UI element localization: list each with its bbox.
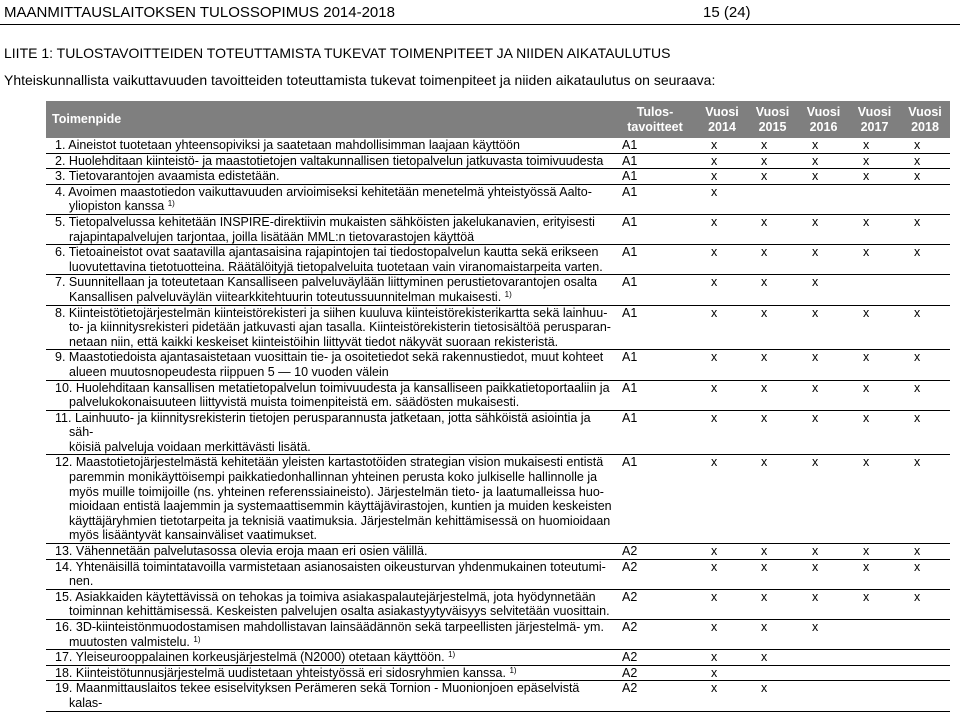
year-mark-2018	[900, 275, 950, 305]
year-mark-2018: x	[900, 169, 950, 185]
row-number: 7.	[55, 275, 66, 290]
row-number: 9.	[55, 350, 66, 365]
year-mark-2015: x	[747, 245, 798, 275]
row-number: 8.	[55, 305, 66, 320]
action-line: Suunnitellaan ja toteutetaan Kansalliseen palveluväylään liittyminen perustietovarantojen osalta	[68, 275, 598, 290]
year-mark-2015: x	[747, 350, 798, 380]
action-text	[55, 681, 613, 710]
year-mark-2015: x	[747, 153, 798, 169]
year-mark-2014: x	[697, 275, 747, 305]
action-text	[55, 185, 613, 214]
year-mark-2014: x	[697, 245, 747, 275]
year-mark-2018	[900, 665, 950, 681]
year-mark-2016: x	[798, 410, 849, 455]
action-line: to- ja kiinnitysrekisteri pidetään jatkuvasti ajan tasalla. Kiinteistörekisterin tietosisältöä perusparan-	[69, 320, 611, 335]
year-mark-2017: x	[849, 380, 900, 410]
footnote-mark: 1)	[167, 199, 175, 209]
year-mark-2015: x	[747, 214, 798, 244]
year-mark-2017: x	[849, 214, 900, 244]
table-row	[46, 681, 950, 711]
year-mark-2017: x	[849, 589, 900, 619]
table-row	[46, 350, 950, 380]
year-mark-2014: x	[697, 184, 747, 214]
action-cell	[46, 589, 613, 619]
action-cell	[46, 455, 613, 544]
year-mark-2018: x	[900, 138, 950, 153]
action-text	[55, 590, 613, 619]
year-mark-2016: x	[798, 589, 849, 619]
year-mark-2016: x	[798, 275, 849, 305]
action-line: palvelukokonaisuuteen liittyvistä muista toimenpiteistä em. säädösten mukaisesti.	[69, 395, 520, 410]
year-mark-2014: x	[697, 153, 747, 169]
header-target	[613, 101, 697, 138]
row-number: 16.	[55, 620, 73, 634]
year-mark-2016: x	[798, 169, 849, 185]
header-year-2017	[849, 101, 900, 138]
year-mark-2016: x	[798, 153, 849, 169]
header-year-value: 2014	[708, 119, 736, 134]
table-row	[46, 184, 950, 214]
action-cell	[46, 184, 613, 214]
year-mark-2016: x	[798, 350, 849, 380]
row-number: 17.	[55, 650, 73, 665]
target-cell: A1	[613, 410, 697, 455]
year-mark-2016: x	[798, 214, 849, 244]
year-mark-2014: x	[697, 589, 747, 619]
action-line: mioidaan entistä laajemmin ja systemaattisemmin käyttäjävirastojen, kuntien ja muiden keskeisten	[69, 499, 612, 514]
year-mark-2015	[747, 665, 798, 681]
appendix-title: LIITE 1: TULOSTAVOITTEIDEN TOTEUTTAMISTA TUKEVAT TOIMENPITEET JA NIIDEN AIKATAULUTUS	[4, 45, 671, 61]
action-cell	[46, 665, 613, 681]
footnote-mark: 1)	[504, 289, 512, 299]
action-line: Maanmittauslaitos tekee esiselvityksen Perämeren sekä Tornion - Muonionjoen epäselvistä kalas-	[69, 681, 580, 710]
header-year-2014	[697, 101, 747, 138]
year-mark-2016: x	[798, 544, 849, 560]
header-year-word: Vuosi	[908, 104, 942, 119]
year-mark-2018: x	[900, 455, 950, 544]
measures-table	[46, 101, 950, 712]
row-number: 18.	[55, 665, 73, 680]
row-number: 15.	[55, 589, 73, 604]
year-mark-2017: x	[849, 350, 900, 380]
action-cell	[46, 275, 613, 305]
action-text	[55, 620, 613, 649]
action-line: myös lisääntyvät kansainväliset vaatimukset.	[69, 528, 318, 543]
year-mark-2014: x	[697, 214, 747, 244]
row-number: 2.	[55, 153, 66, 168]
action-line: Tietopalvelussa kehitetään INSPIRE-direktiivin mukaisten sähköisten jakelukanavien, erityisesti	[68, 214, 595, 229]
row-number: 12.	[55, 455, 73, 470]
year-mark-2018: x	[900, 559, 950, 589]
year-mark-2018	[900, 681, 950, 711]
header-year-value: 2015	[758, 119, 787, 134]
action-text	[55, 138, 613, 153]
row-number: 11.	[55, 410, 72, 425]
action-cell	[46, 245, 613, 275]
header-year-value: 2018	[911, 119, 939, 134]
year-mark-2017	[849, 184, 900, 214]
year-mark-2014: x	[697, 410, 747, 455]
target-cell: A1	[613, 245, 697, 275]
header-year-value: 2017	[860, 119, 889, 134]
year-mark-2014: x	[697, 559, 747, 589]
action-text	[55, 215, 613, 244]
year-mark-2016	[798, 665, 849, 681]
year-mark-2014: x	[697, 169, 747, 185]
action-text	[55, 275, 613, 304]
action-line: netaan niin, että kaikki keskeiset kiinteistöihin liittyvät tiedot näkyvät suoraan rekisteristä.	[69, 334, 559, 349]
target-cell: A1	[613, 153, 697, 169]
action-text	[55, 245, 613, 274]
year-mark-2018: x	[900, 305, 950, 350]
row-number: 4.	[55, 184, 66, 199]
action-cell	[46, 650, 613, 666]
action-line: käyttäjäryhmien tietotarpeita ja teknisiä vaatimuksia. Järjestelmän kehittämisessä on huomioidaan	[69, 513, 611, 528]
table-row	[46, 620, 950, 650]
year-mark-2016: x	[798, 455, 849, 544]
action-cell	[46, 620, 613, 650]
action-text	[55, 455, 613, 543]
target-cell: A2	[613, 620, 697, 650]
action-line: Lainhuuto- ja kiinnitysrekisterin tietojen perusparannusta jatketaan, jotta sähköistä asiointia ja säh-	[69, 410, 591, 440]
target-cell: A1	[613, 305, 697, 350]
year-mark-2015: x	[747, 544, 798, 560]
action-line: luovutettavina tietotuotteina. Räätälöityjä tietopalveluita tuotetaan vain viranomaistarpeita varten.	[69, 259, 603, 274]
year-mark-2018: x	[900, 214, 950, 244]
year-mark-2017: x	[849, 138, 900, 153]
header-rule	[0, 24, 960, 25]
action-line: Maastotiedoista ajantasaistetaan vuosittain tie- ja osoitetiedot sekä rakennustiedot, muut kohteet	[68, 350, 604, 365]
year-mark-2014: x	[697, 138, 747, 153]
header-target-line2: tavoitteet	[627, 119, 683, 134]
action-text	[55, 666, 613, 681]
year-mark-2017: x	[849, 153, 900, 169]
action-line: Avoimen maastotiedon vaikuttavuuden arvioimiseksi kehitetään menetelmä yhteistyössä Aalto-	[68, 184, 592, 199]
year-mark-2018: x	[900, 544, 950, 560]
year-mark-2014: x	[697, 544, 747, 560]
table-row	[46, 410, 950, 455]
year-mark-2017: x	[849, 544, 900, 560]
year-mark-2016: x	[798, 620, 849, 650]
action-text	[55, 350, 613, 379]
action-cell	[46, 681, 613, 711]
row-number: 19.	[55, 681, 73, 696]
table-row	[46, 138, 950, 153]
table-row	[46, 305, 950, 350]
year-mark-2015: x	[747, 620, 798, 650]
action-cell	[46, 138, 613, 153]
year-mark-2018: x	[900, 380, 950, 410]
header-target-line1: Tulos-	[636, 104, 674, 119]
footnote-mark: 1)	[509, 665, 517, 675]
action-line: Tietoaineistot ovat saatavilla ajantasaisina rajapintojen tai tiedostopalvelun kautta sekä erikseen	[68, 245, 599, 260]
year-mark-2015: x	[747, 380, 798, 410]
row-number: 10.	[55, 380, 73, 395]
action-text	[55, 560, 613, 589]
target-cell: A1	[613, 184, 697, 214]
target-cell: A2	[613, 544, 697, 560]
header-year-word: Vuosi	[755, 104, 790, 119]
action-cell	[46, 559, 613, 589]
table-row	[46, 153, 950, 169]
table-row	[46, 650, 950, 666]
header-year-2018	[900, 101, 950, 138]
page-number: 15 (24)	[703, 4, 751, 21]
action-cell	[46, 305, 613, 350]
action-line: alueen muutosnopeudesta riippuen 5 — 10 vuoden välein	[69, 364, 389, 379]
action-line: yliopiston kanssa	[69, 199, 165, 214]
table-row	[46, 455, 950, 544]
footnote-mark: 1)	[193, 634, 201, 644]
action-text	[55, 381, 613, 410]
year-mark-2017: x	[849, 169, 900, 185]
header-year-word: Vuosi	[806, 104, 841, 119]
year-mark-2014: x	[697, 650, 747, 666]
year-mark-2018: x	[900, 245, 950, 275]
year-mark-2017	[849, 650, 900, 666]
year-mark-2015: x	[747, 650, 798, 666]
action-line: Kansallisen palveluväylän viitearkkitehtuurin toteutussuunnitelman mukaisesti.	[69, 289, 502, 304]
target-cell: A1	[613, 455, 697, 544]
table-row	[46, 559, 950, 589]
year-mark-2015: x	[747, 169, 798, 185]
table-row	[46, 589, 950, 619]
target-cell: A2	[613, 681, 697, 711]
year-mark-2015: x	[747, 410, 798, 455]
header-year-value: 2016	[809, 119, 838, 134]
year-mark-2017: x	[849, 245, 900, 275]
header-year-2015	[747, 101, 798, 138]
action-cell	[46, 380, 613, 410]
action-text	[55, 169, 613, 184]
year-mark-2014: x	[697, 455, 747, 544]
row-number: 5.	[55, 214, 66, 229]
action-text	[55, 650, 613, 665]
action-cell	[46, 214, 613, 244]
table-row	[46, 245, 950, 275]
target-cell: A1	[613, 169, 697, 185]
action-line: Tietovarantojen avaamista edistetään.	[68, 169, 280, 184]
row-number: 6.	[55, 245, 66, 260]
table-header-row	[46, 101, 950, 138]
action-line: toiminnan kehittämisessä. Keskeisten palvelujen osalta asiakastyytyväisyys selvitetään vuosittain.	[69, 604, 610, 619]
table-row	[46, 665, 950, 681]
target-cell: A1	[613, 138, 697, 153]
header-year-word: Vuosi	[705, 104, 739, 119]
action-line: 3D-kiinteistönmuodostamisen mahdollistavan lainsäädännön sekä tarpeellisten järjestelmä- ym.	[75, 620, 604, 634]
action-line: Kiinteistötunnusjärjestelmä uudistetaan yhteistyössä eri sidosryhmien kanssa.	[75, 665, 506, 680]
year-mark-2017: x	[849, 559, 900, 589]
year-mark-2018	[900, 184, 950, 214]
footnote-mark: 1)	[448, 650, 456, 660]
action-cell	[46, 544, 613, 560]
year-mark-2016	[798, 184, 849, 214]
action-line: Vähennetään palvelutasossa olevia eroja maan eri osien välillä.	[75, 544, 428, 559]
year-mark-2014: x	[697, 305, 747, 350]
year-mark-2016	[798, 681, 849, 711]
year-mark-2014: x	[697, 665, 747, 681]
action-cell	[46, 153, 613, 169]
action-line: rajapintapalvelujen tarjontaa, joilla lisätään MML:n tietovarastojen käyttöä	[69, 229, 475, 244]
year-mark-2017	[849, 620, 900, 650]
action-line: Yleiseurooppalainen korkeusjärjestelmä (N2000) otetaan käyttöön.	[75, 650, 445, 665]
year-mark-2018: x	[900, 350, 950, 380]
target-cell: A2	[613, 650, 697, 666]
year-mark-2017	[849, 275, 900, 305]
year-mark-2017: x	[849, 410, 900, 455]
table-row	[46, 214, 950, 244]
target-cell: A1	[613, 214, 697, 244]
action-line: Huolehditaan kansallisen metatietopalvelun toimivuudesta ja kansalliseen paikkatietoportaaliin ja	[75, 380, 610, 395]
target-cell: A1	[613, 275, 697, 305]
table-row	[46, 380, 950, 410]
year-mark-2015: x	[747, 305, 798, 350]
year-mark-2018: x	[900, 589, 950, 619]
action-line: paremmin monikäyttöisempi paikkatiedonhallinnan yhteinen perusta koko julkiselle hallinnolle ja	[69, 470, 598, 485]
action-line: Kiinteistötietojärjestelmän kiinteistörekisteri ja siihen kuuluva kiinteistörekisterikartta sekä lainhuu-	[68, 305, 608, 320]
year-mark-2017	[849, 665, 900, 681]
intro-text: Yhteiskunnallista vaikuttavuuden tavoitteiden toteuttamista tukevat toimenpiteet ja niiden aikataulutus on seuraava:	[4, 72, 716, 88]
year-mark-2015: x	[747, 589, 798, 619]
year-mark-2017: x	[849, 305, 900, 350]
action-line: Huolehditaan kiinteistö- ja maastotietojen valtakunnallisen tietopalvelun jatkuvasta toimivuudesta	[68, 153, 604, 168]
year-mark-2017	[849, 681, 900, 711]
year-mark-2016: x	[798, 305, 849, 350]
year-mark-2015: x	[747, 559, 798, 589]
action-cell	[46, 169, 613, 185]
target-cell: A2	[613, 665, 697, 681]
action-text	[55, 154, 613, 169]
action-line: myös muille toimijoille (ns. yhteinen referenssiaineisto). Järjestelmän tieto- ja laatumalleissa huo-	[69, 484, 604, 499]
action-line: Asiakkaiden käytettävissä on tehokas ja toimiva asiakaspalautejärjestelmä, jota hyödynnetään	[75, 589, 596, 604]
year-mark-2016: x	[798, 380, 849, 410]
row-number: 13.	[55, 544, 73, 559]
table-row	[46, 275, 950, 305]
action-line: Yhtenäisillä toimintatavoilla varmistetaan asianosaisten oikeusturvan yhdenmukainen toteutumi-	[75, 559, 606, 574]
year-mark-2016: x	[798, 245, 849, 275]
document-header-title: MAANMITTAUSLAITOKSEN TULOSSOPIMUS 2014-2018	[4, 4, 395, 21]
year-mark-2014: x	[697, 620, 747, 650]
action-cell	[46, 350, 613, 380]
row-number: 3.	[55, 169, 66, 184]
table-row	[46, 169, 950, 185]
year-mark-2015: x	[747, 455, 798, 544]
row-number: 1.	[55, 138, 66, 152]
year-mark-2015: x	[747, 681, 798, 711]
table-row	[46, 544, 950, 560]
target-cell: A1	[613, 350, 697, 380]
target-cell: A2	[613, 589, 697, 619]
action-line: köisiä palveluja voidaan merkittävästi lisätä.	[69, 439, 311, 454]
year-mark-2018	[900, 620, 950, 650]
action-line: nen.	[69, 574, 94, 589]
header-year-word: Vuosi	[857, 104, 892, 119]
year-mark-2016: x	[798, 138, 849, 153]
year-mark-2016	[798, 650, 849, 666]
year-mark-2015: x	[747, 138, 798, 153]
target-cell: A1	[613, 380, 697, 410]
action-text	[55, 411, 613, 455]
year-mark-2014: x	[697, 380, 747, 410]
action-line: Aineistot tuotetaan yhteensopiviksi ja saatetaan mahdollisimman laajaan käyttöön	[68, 138, 520, 152]
year-mark-2017: x	[849, 455, 900, 544]
year-mark-2015: x	[747, 275, 798, 305]
year-mark-2018	[900, 650, 950, 666]
header-year-2016	[798, 101, 849, 138]
action-cell	[46, 410, 613, 455]
header-action: Toimenpide	[52, 112, 122, 127]
target-cell: A2	[613, 559, 697, 589]
year-mark-2014: x	[697, 350, 747, 380]
year-mark-2018: x	[900, 153, 950, 169]
row-number: 14.	[55, 559, 73, 574]
year-mark-2015	[747, 184, 798, 214]
action-text	[55, 306, 613, 350]
year-mark-2016: x	[798, 559, 849, 589]
year-mark-2014: x	[697, 681, 747, 711]
action-line: muutosten valmistelu.	[69, 634, 190, 649]
year-mark-2018: x	[900, 410, 950, 455]
action-line: Maastotietojärjestelmästä kehitetään yleisten kartastotöiden strategian vision mukaisesti entistä	[75, 455, 604, 470]
action-text	[55, 544, 613, 559]
